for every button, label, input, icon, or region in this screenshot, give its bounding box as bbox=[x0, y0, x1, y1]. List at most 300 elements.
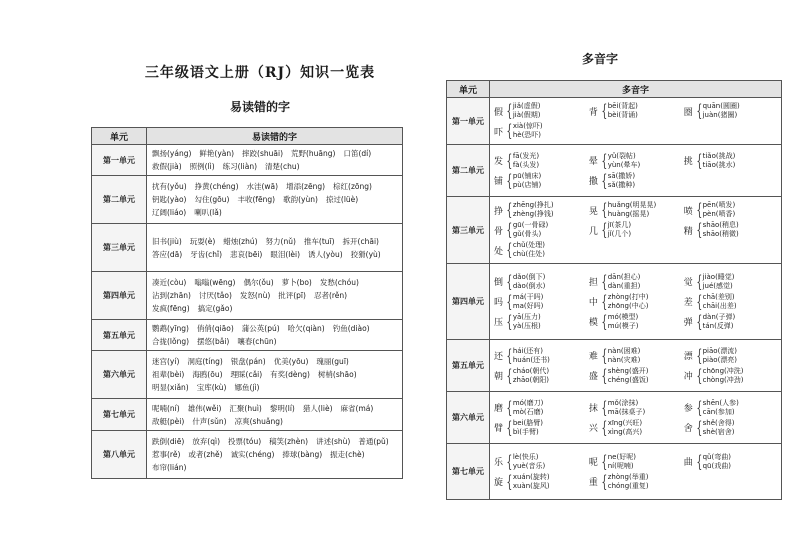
reading-line: sā(撒娇) bbox=[607, 171, 636, 180]
reading-line: zhāo(朝阳) bbox=[512, 375, 549, 384]
reading-line: xià(惊吓) bbox=[512, 122, 543, 130]
reading-line: pū(铺床) bbox=[512, 171, 542, 180]
reading-line: tiǎo(挑战) bbox=[702, 151, 736, 160]
polyphone-group bbox=[493, 122, 588, 140]
reading-line: shēn(人参) bbox=[702, 398, 739, 407]
reading-lines bbox=[513, 172, 541, 190]
word-item: 发愁(chóu) bbox=[319, 278, 359, 287]
reading-line: yuè(音乐) bbox=[512, 461, 546, 470]
word-item: 答应(dā) bbox=[152, 249, 183, 259]
reading-line: dǎo(倒下) bbox=[512, 272, 546, 281]
brace-symbol: { bbox=[506, 291, 513, 312]
table-row bbox=[92, 224, 403, 272]
word-item: 嚷春(chūn) bbox=[237, 337, 277, 346]
reading-lines bbox=[513, 419, 543, 437]
word-item: 扰有(yǒu) bbox=[152, 182, 187, 191]
polyphone-group bbox=[493, 102, 588, 120]
reading-line: jià(假期) bbox=[512, 111, 541, 119]
table-row bbox=[447, 340, 782, 392]
reading-lines bbox=[608, 293, 649, 311]
word-item: 惹事(rě) bbox=[152, 450, 181, 459]
word-item: 丰收(fēng) bbox=[237, 195, 276, 204]
reading-lines bbox=[703, 347, 737, 365]
polyphone-group bbox=[683, 453, 778, 471]
word-item: 救假(jià) bbox=[152, 162, 182, 171]
brace-symbol: { bbox=[601, 170, 608, 191]
word-item: 猎人(liè) bbox=[302, 403, 333, 413]
polyphone-cell bbox=[490, 392, 782, 444]
word-item: 嗡嗡(wēng) bbox=[194, 278, 236, 287]
word-item: 理睬(cǎi) bbox=[230, 370, 263, 379]
word-item: 摔跤(shuāi) bbox=[242, 149, 283, 158]
polyphone-grid bbox=[493, 452, 778, 492]
brace-symbol: { bbox=[696, 101, 703, 121]
word-item: 辽阔(liáo) bbox=[152, 208, 187, 217]
reading-line: zhēng(挣扎) bbox=[512, 201, 554, 209]
word-item: 雄伟(wěi) bbox=[187, 403, 222, 413]
word-item: 黎明(lí) bbox=[269, 403, 295, 413]
polyphone-grid bbox=[493, 151, 778, 191]
reading-line: piāo(漂流) bbox=[702, 346, 738, 355]
polyphone-group bbox=[493, 201, 588, 219]
brace-symbol: { bbox=[506, 311, 513, 332]
polyphone-char: 重 bbox=[588, 478, 598, 488]
polyphone-char: 撒 bbox=[588, 177, 598, 187]
reading-line: zhōng(中心) bbox=[607, 301, 649, 310]
word-item: 牙齿(chǐ) bbox=[190, 249, 223, 259]
reading-line: tán(反弹) bbox=[702, 321, 734, 330]
polyphone-char: 弹 bbox=[683, 318, 693, 328]
reading-line: shèng(盛开) bbox=[607, 366, 649, 375]
word-item: 增添(zēng) bbox=[286, 182, 326, 191]
unit-cell: 第一单元 bbox=[447, 98, 490, 145]
polyphone-char: 参 bbox=[683, 404, 693, 414]
polyphone-group bbox=[588, 273, 683, 291]
column-header-unit: 单元 bbox=[447, 81, 490, 98]
polyphone-group bbox=[588, 152, 683, 170]
words-cell bbox=[147, 176, 403, 224]
table-row bbox=[92, 272, 403, 320]
document-title: 三年级语文上册（RJ）知识一览表 bbox=[144, 65, 376, 81]
word-item: 荒野(huāng) bbox=[291, 149, 336, 158]
brace-symbol: { bbox=[696, 417, 703, 438]
reading-line: nàn(困难) bbox=[607, 346, 641, 355]
word-item: 飘扬(yáng) bbox=[152, 149, 192, 158]
brace-symbol: { bbox=[506, 471, 513, 492]
polyphone-group bbox=[683, 201, 778, 219]
brace-symbol: { bbox=[696, 365, 703, 386]
polyphone-grid bbox=[493, 398, 778, 438]
polyphone-char: 精 bbox=[683, 226, 693, 237]
table-row bbox=[447, 264, 782, 340]
reading-line: dàn(重担) bbox=[607, 281, 641, 290]
reading-line: má(干吗) bbox=[512, 292, 544, 301]
reading-lines bbox=[703, 453, 731, 471]
polyphone-group bbox=[493, 273, 588, 291]
polyphone-char: 觉 bbox=[683, 278, 693, 288]
unit-cell: 第六单元 bbox=[447, 392, 490, 444]
reading-lines bbox=[608, 399, 646, 417]
table-row bbox=[92, 399, 403, 431]
polyphone-cell bbox=[490, 145, 782, 197]
word-item: 蒲公英(pú) bbox=[241, 324, 280, 333]
reading-lines bbox=[513, 122, 543, 140]
reading-line: gǔ(骨头) bbox=[512, 230, 542, 238]
reading-line: chāi(出差) bbox=[702, 301, 737, 310]
reading-line: hè(恐吓) bbox=[512, 131, 542, 139]
reading-line: bēi(背起) bbox=[607, 102, 638, 110]
unit-cell: 第三单元 bbox=[447, 197, 490, 264]
word-item: 诱人(yòu) bbox=[308, 249, 343, 259]
polyphone-cell bbox=[490, 444, 782, 500]
polyphone-group bbox=[588, 453, 683, 471]
word-item: 蜡烛(zhú) bbox=[223, 236, 258, 246]
word-item: 棕红(zōng) bbox=[333, 182, 372, 191]
polyphone-group bbox=[588, 201, 683, 219]
unit-cell: 第七单元 bbox=[92, 399, 147, 431]
unit-cell: 第五单元 bbox=[92, 320, 147, 351]
polyphone-group bbox=[683, 221, 778, 239]
word-item: 沾到(zhān) bbox=[152, 291, 191, 300]
reading-line: bèi(背诵) bbox=[607, 111, 638, 119]
brace-symbol: { bbox=[506, 240, 513, 260]
polyphone-grid bbox=[493, 101, 778, 141]
words-cell bbox=[147, 399, 403, 431]
reading-line: huán(还书) bbox=[512, 355, 550, 364]
word-item: 麻省(má) bbox=[340, 403, 374, 413]
reading-lines bbox=[703, 221, 739, 239]
polyphone-group bbox=[493, 221, 588, 239]
brace-symbol: { bbox=[696, 451, 703, 472]
polyphone-char: 铺 bbox=[493, 177, 503, 187]
table-row bbox=[92, 320, 403, 351]
word-item: 眼泪(lèi) bbox=[270, 249, 300, 259]
polyphone-char: 担 bbox=[588, 278, 598, 288]
section-title-polyphones: 多音字 bbox=[581, 52, 618, 66]
reading-lines bbox=[608, 419, 642, 437]
word-item: 呢喃(ní) bbox=[152, 403, 180, 413]
words-cell bbox=[147, 351, 403, 399]
polyphone-char: 朝 bbox=[493, 372, 503, 382]
words-cell bbox=[147, 320, 403, 351]
word-item: 或者(zhě) bbox=[188, 450, 223, 459]
word-item: 发疯(fēng) bbox=[152, 304, 190, 313]
reading-line: shāo(稍微) bbox=[702, 230, 739, 238]
word-item: 宝库(kù) bbox=[196, 383, 227, 392]
brace-symbol: { bbox=[506, 150, 513, 171]
reading-line: shè(宿舍) bbox=[702, 427, 735, 436]
reading-line: fà(头发) bbox=[512, 160, 540, 169]
word-item: 清楚(chu) bbox=[265, 162, 300, 171]
polyphone-group bbox=[493, 152, 588, 170]
reading-line: mǒ(涂抹) bbox=[607, 398, 639, 407]
easy-misread-table bbox=[91, 127, 403, 479]
word-item: 讲述(shù) bbox=[316, 437, 351, 446]
reading-line: pèn(喷香) bbox=[702, 210, 736, 218]
reading-line: piào(漂亮) bbox=[702, 355, 738, 364]
word-item: 照例(lì) bbox=[189, 162, 215, 171]
reading-line: hái(还有) bbox=[512, 346, 543, 355]
reading-line: mó(磨刀) bbox=[512, 398, 544, 407]
polyphone-char: 吓 bbox=[493, 127, 503, 138]
reading-lines bbox=[703, 152, 736, 170]
reading-line: fā(发光) bbox=[512, 151, 540, 160]
polyphone-cell bbox=[490, 98, 782, 145]
word-item: 玩耍(è) bbox=[189, 236, 216, 246]
word-item: 瑰丽(guī) bbox=[316, 357, 349, 366]
polyphone-char: 圈 bbox=[683, 107, 693, 118]
table-row bbox=[447, 444, 782, 500]
polyphone-group bbox=[588, 102, 683, 120]
brace-symbol: { bbox=[506, 397, 513, 418]
reading-line: dàn(子弹) bbox=[702, 312, 736, 321]
reading-lines bbox=[703, 399, 739, 417]
polyphone-char: 晕 bbox=[588, 157, 598, 167]
reading-line: ní(呢喃) bbox=[607, 461, 634, 470]
word-item: 明显(xiǎn) bbox=[152, 383, 189, 392]
word-item: 练习(liàn) bbox=[222, 162, 258, 171]
brace-symbol: { bbox=[601, 471, 608, 492]
word-item: 俏俏(qiāo) bbox=[196, 324, 234, 333]
word-item: 水洼(wā) bbox=[246, 182, 279, 191]
polyphone-char: 骨 bbox=[493, 226, 503, 237]
polyphone-group bbox=[493, 347, 588, 365]
reading-line: qū(戏曲) bbox=[702, 461, 731, 470]
reading-lines bbox=[608, 221, 631, 239]
reading-line: gū(一骨碌) bbox=[512, 221, 549, 229]
polyphone-char: 兴 bbox=[588, 424, 598, 434]
reading-line: chéng(盛饭) bbox=[607, 375, 649, 384]
polyphone-group bbox=[493, 313, 588, 331]
polyphone-group bbox=[588, 221, 683, 239]
word-item: 敌艇(pèi) bbox=[152, 416, 185, 426]
reading-line: mò(石磨) bbox=[512, 407, 544, 416]
polyphone-group bbox=[683, 347, 778, 365]
reading-lines bbox=[608, 273, 641, 291]
polyphone-grid bbox=[493, 272, 778, 332]
reading-line: yùn(晕车) bbox=[607, 160, 641, 169]
reading-line: mó(模型) bbox=[607, 312, 639, 321]
brace-symbol: { bbox=[601, 150, 608, 171]
polyphone-group bbox=[493, 172, 588, 190]
polyphone-char: 呢 bbox=[588, 458, 598, 468]
brace-symbol: { bbox=[506, 200, 513, 220]
reading-line: zhòng(打中) bbox=[607, 292, 649, 301]
brace-symbol: { bbox=[601, 417, 608, 438]
brace-symbol: { bbox=[601, 397, 608, 418]
word-item: 讨厌(tǎo) bbox=[198, 291, 232, 300]
reading-line: zhòng(举重) bbox=[607, 472, 649, 481]
word-item: 捧球(bàng) bbox=[282, 450, 323, 459]
words-cell bbox=[147, 145, 403, 176]
reading-lines bbox=[608, 102, 638, 120]
polyphone-cell bbox=[490, 197, 782, 264]
reading-lines bbox=[608, 313, 639, 331]
reading-lines bbox=[703, 313, 736, 331]
brace-symbol: { bbox=[696, 291, 703, 312]
reading-line: chù(住处) bbox=[512, 250, 546, 258]
brace-symbol: { bbox=[601, 200, 608, 220]
polyphone-group bbox=[683, 152, 778, 170]
polyphone-char: 还 bbox=[493, 352, 503, 362]
word-item: 钥匙(yào) bbox=[152, 195, 187, 204]
polyphone-group bbox=[588, 172, 683, 190]
brace-symbol: { bbox=[601, 101, 608, 121]
reading-line: nàn(灾难) bbox=[607, 355, 641, 364]
reading-line: mā(抹桌子) bbox=[607, 407, 646, 416]
reading-line: jiǎ(虚假) bbox=[512, 102, 541, 110]
reading-lines bbox=[513, 273, 545, 291]
polyphone-char: 乐 bbox=[493, 458, 503, 468]
reading-line: jǐ(几个) bbox=[607, 230, 632, 238]
reading-line: dào(倒水) bbox=[512, 281, 546, 290]
reading-line: shě(舍得) bbox=[702, 418, 735, 427]
reading-lines bbox=[513, 347, 550, 365]
reading-line: yǔ(裂帖) bbox=[607, 151, 636, 160]
polyphone-group bbox=[683, 102, 778, 120]
reading-line: chóng(重复) bbox=[607, 481, 649, 490]
brace-symbol: { bbox=[696, 397, 703, 418]
reading-line: huǎng(明晃晃) bbox=[607, 201, 657, 209]
polyphone-grid bbox=[493, 346, 778, 386]
reading-lines bbox=[513, 201, 554, 219]
brace-symbol: { bbox=[696, 271, 703, 292]
brace-symbol: { bbox=[506, 345, 513, 366]
word-item: 诚实(chéng) bbox=[230, 450, 275, 459]
unit-cell: 第一单元 bbox=[92, 145, 147, 176]
brace-symbol: { bbox=[696, 311, 703, 332]
reading-line: chòng(冲劲) bbox=[702, 375, 744, 384]
reading-lines bbox=[513, 453, 545, 471]
polyphone-char: 晃 bbox=[588, 206, 598, 217]
word-item: 悲哀(bēi) bbox=[230, 249, 263, 259]
word-item: 合拢(lǒng) bbox=[152, 337, 190, 346]
word-item: 娜鱼(jì) bbox=[234, 383, 260, 392]
reading-line: huàng(摇晃) bbox=[607, 210, 650, 218]
reading-lines bbox=[513, 102, 541, 120]
polyphone-char: 假 bbox=[493, 107, 503, 118]
polyphone-char: 旋 bbox=[493, 478, 503, 488]
word-item: 汇聚(huì) bbox=[229, 403, 262, 413]
unit-cell: 第七单元 bbox=[447, 444, 490, 500]
brace-symbol: { bbox=[601, 220, 608, 240]
reading-lines bbox=[513, 293, 544, 311]
polyphone-table bbox=[446, 80, 782, 500]
polyphone-char: 挑 bbox=[683, 157, 693, 167]
reading-line: mú(模子) bbox=[607, 321, 639, 330]
brace-symbol: { bbox=[601, 451, 608, 472]
reading-line: lè(快乐) bbox=[512, 452, 539, 461]
polyphone-char: 发 bbox=[493, 157, 503, 167]
reading-lines bbox=[608, 152, 640, 170]
reading-line: chā(差别) bbox=[702, 292, 735, 301]
polyphone-char: 吗 bbox=[493, 298, 503, 308]
reading-line: ne(好呢) bbox=[607, 452, 636, 461]
polyphone-char: 漂 bbox=[683, 352, 693, 362]
polyphone-group bbox=[493, 241, 588, 259]
word-item: 银盘(pán) bbox=[230, 357, 266, 366]
column-header-polyphones: 多音字 bbox=[490, 81, 782, 98]
reading-lines bbox=[513, 241, 545, 259]
reading-lines bbox=[513, 221, 548, 239]
polyphone-char: 臂 bbox=[493, 424, 503, 434]
polyphone-cell bbox=[490, 340, 782, 392]
reading-line: tiāo(挑水) bbox=[702, 160, 736, 169]
reading-lines bbox=[703, 367, 744, 385]
brace-symbol: { bbox=[601, 311, 608, 332]
word-item: 迷宫(yí) bbox=[152, 357, 180, 366]
polyphone-char: 挣 bbox=[493, 206, 503, 217]
section-title-easy-misread: 易读错的字 bbox=[229, 100, 290, 114]
unit-cell: 第六单元 bbox=[92, 351, 147, 399]
reading-lines bbox=[513, 473, 550, 491]
reading-line: pēn(喷发) bbox=[702, 201, 736, 209]
polyphone-group bbox=[493, 419, 588, 437]
reading-line: jiào(睡觉) bbox=[702, 272, 735, 281]
polyphone-char: 中 bbox=[588, 298, 598, 308]
polyphone-char: 难 bbox=[588, 352, 598, 362]
reading-line: shāo(稍息) bbox=[702, 221, 739, 229]
reading-line: jué(感觉) bbox=[702, 281, 733, 290]
unit-cell: 第二单元 bbox=[92, 176, 147, 224]
reading-line: chǔ(处理) bbox=[512, 241, 546, 249]
word-item: 海鸥(ōu) bbox=[192, 370, 223, 379]
word-item: 树梢(shāo) bbox=[317, 370, 357, 379]
word-item: 优美(yōu) bbox=[273, 357, 309, 366]
word-item: 鲜艳(yàn) bbox=[199, 149, 235, 158]
brace-symbol: { bbox=[506, 451, 513, 472]
brace-symbol: { bbox=[506, 220, 513, 240]
word-item: 祖辈(bèi) bbox=[152, 370, 185, 379]
word-item: 歌韵(yùn) bbox=[283, 195, 318, 204]
reading-lines bbox=[703, 419, 735, 437]
reading-line: juàn(猪圈) bbox=[702, 111, 738, 119]
unit-cell: 第四单元 bbox=[447, 264, 490, 340]
reading-line: chōng(冲洗) bbox=[702, 366, 744, 375]
brace-symbol: { bbox=[601, 365, 608, 386]
brace-symbol: { bbox=[601, 271, 608, 292]
column-header-unit: 单元 bbox=[92, 128, 147, 145]
polyphone-group bbox=[683, 367, 778, 385]
brace-symbol: { bbox=[696, 220, 703, 240]
word-item: 推车(tuī) bbox=[303, 236, 335, 246]
word-item: 拆开(chāi) bbox=[342, 236, 379, 246]
word-item: 摆悠(bǎi) bbox=[197, 337, 230, 346]
reading-line: cháo(朝代) bbox=[512, 366, 550, 375]
reading-lines bbox=[703, 201, 736, 219]
polyphone-char: 背 bbox=[588, 107, 598, 118]
reading-line: yā(压力) bbox=[512, 312, 541, 321]
table-row bbox=[447, 392, 782, 444]
word-item: 稿笑(zhèn) bbox=[269, 437, 309, 446]
word-item: 萝卜(bo) bbox=[281, 278, 312, 287]
word-item: 跌倒(diē) bbox=[152, 437, 185, 446]
table-row bbox=[447, 197, 782, 264]
table-row bbox=[447, 98, 782, 145]
polyphone-char: 盛 bbox=[588, 372, 598, 382]
table-row bbox=[92, 145, 403, 176]
word-item: 偶尔(ǒu) bbox=[243, 278, 274, 287]
words-cell bbox=[147, 272, 403, 320]
brace-symbol: { bbox=[506, 121, 513, 141]
reading-lines bbox=[703, 293, 737, 311]
polyphone-group bbox=[683, 313, 778, 331]
reading-line: dān(担心) bbox=[607, 272, 641, 281]
reading-line: bei(胳臂) bbox=[512, 418, 543, 427]
brace-symbol: { bbox=[506, 271, 513, 292]
polyphone-group bbox=[588, 293, 683, 311]
table-row bbox=[92, 351, 403, 399]
